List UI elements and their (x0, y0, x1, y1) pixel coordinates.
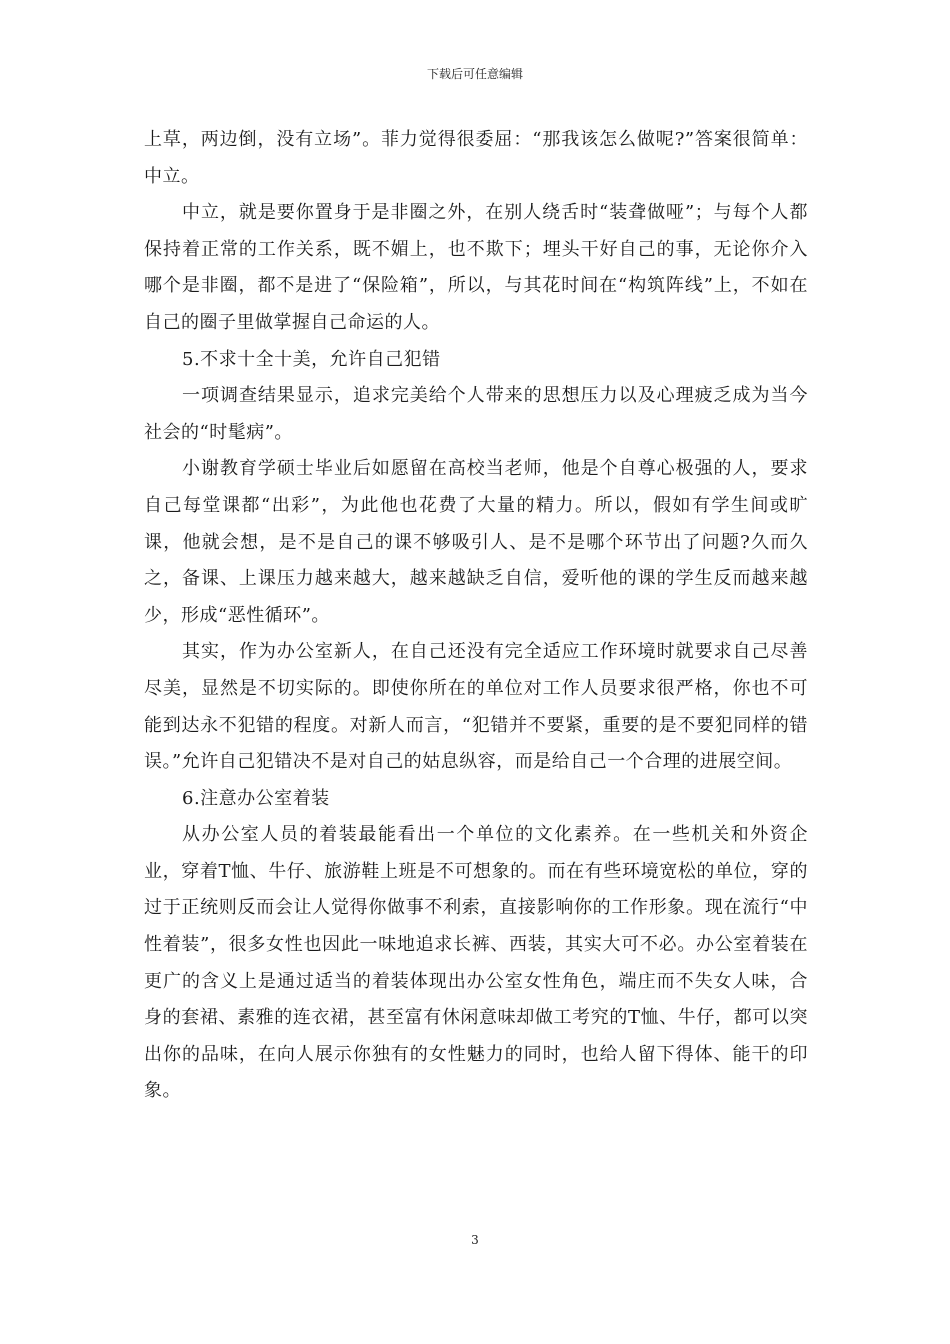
page-number: 3 (471, 1233, 479, 1247)
document-body (144, 122, 808, 1110)
section-heading-6: 6.注意办公室着装 (182, 787, 330, 809)
paragraph-neutral-intro: 上草，两边倒，没有立场”。菲力觉得很委屈：“那我该怎么做呢?”答案很简单：中立。 (144, 129, 808, 187)
page-header: 下载后可任意编辑 (426, 67, 523, 81)
paragraph-office-attire: 从办公室人员的着装最能看出一个单位的文化素养。在一些机关和外资企业，穿着T恤、牛仔、旅游鞋上班是不可想象的。而在有些环境宽松的单位，穿的过于正统则反而会让人觉得你做事不利索，直接影响你的工作形象。现在流行“中性着装”，很多女性也因此一味地追求长裤、西装，其实大可不必。办公室着装在更广的含义上是通过适当的着装体现出办公室女性角色，端庄而不失女人味，合身的套裙、素雅的连衣裙，甚至富有休闲意味却做工考究的T恤、牛仔，都可以突出你的品味，在向人展示你独有的女性魅力的同时，也给人留下得体、能干的印象。 (144, 824, 808, 1102)
section-heading-5: 5.不求十全十美，允许自己犯错 (182, 348, 441, 370)
paragraph-newcomer-mistakes: 其实，作为办公室新人，在自己还没有完全适应工作环境时就要求自己尽善尽美，显然是不切实际的。即使你所在的单位对工作人员要求很严格，你也不可能到达永不犯错的程度。对新人而言，“犯错并不要紧，重要的是不要犯同样的错误。”允许自己犯错决不是对自己的姑息纵容，而是给自己一个合理的进展空间。 (144, 641, 808, 773)
paragraph-xiaoxie-story: 小谢教育学硕士毕业后如愿留在高校当老师，他是个自尊心极强的人，要求自己每堂课都“出彩”，为此他也花费了大量的精力。所以，假如有学生间或旷课，他就会想，是不是自己的课不够吸引人、是不是哪个环节出了问题?久而久之，备课、上课压力越来越大，越来越缺乏自信，爱听他的课的学生反而越来越少，形成“恶性循环”。 (144, 458, 808, 626)
paragraph-survey: 一项调查结果显示，追求完美给个人带来的思想压力以及心理疲乏成为当今社会的“时髦病”。 (144, 385, 808, 443)
paragraph-neutral-definition: 中立，就是要你置身于是非圈之外，在别人绕舌时“装聋做哑”；与每个人都保持着正常的工作关系，既不媚上，也不欺下；埋头干好自己的事，无论你介入哪个是非圈，都不是进了“保险箱”，所以，与其花时间在“构筑阵线”上，不如在自己的圈子里做掌握自己命运的人。 (144, 202, 808, 333)
